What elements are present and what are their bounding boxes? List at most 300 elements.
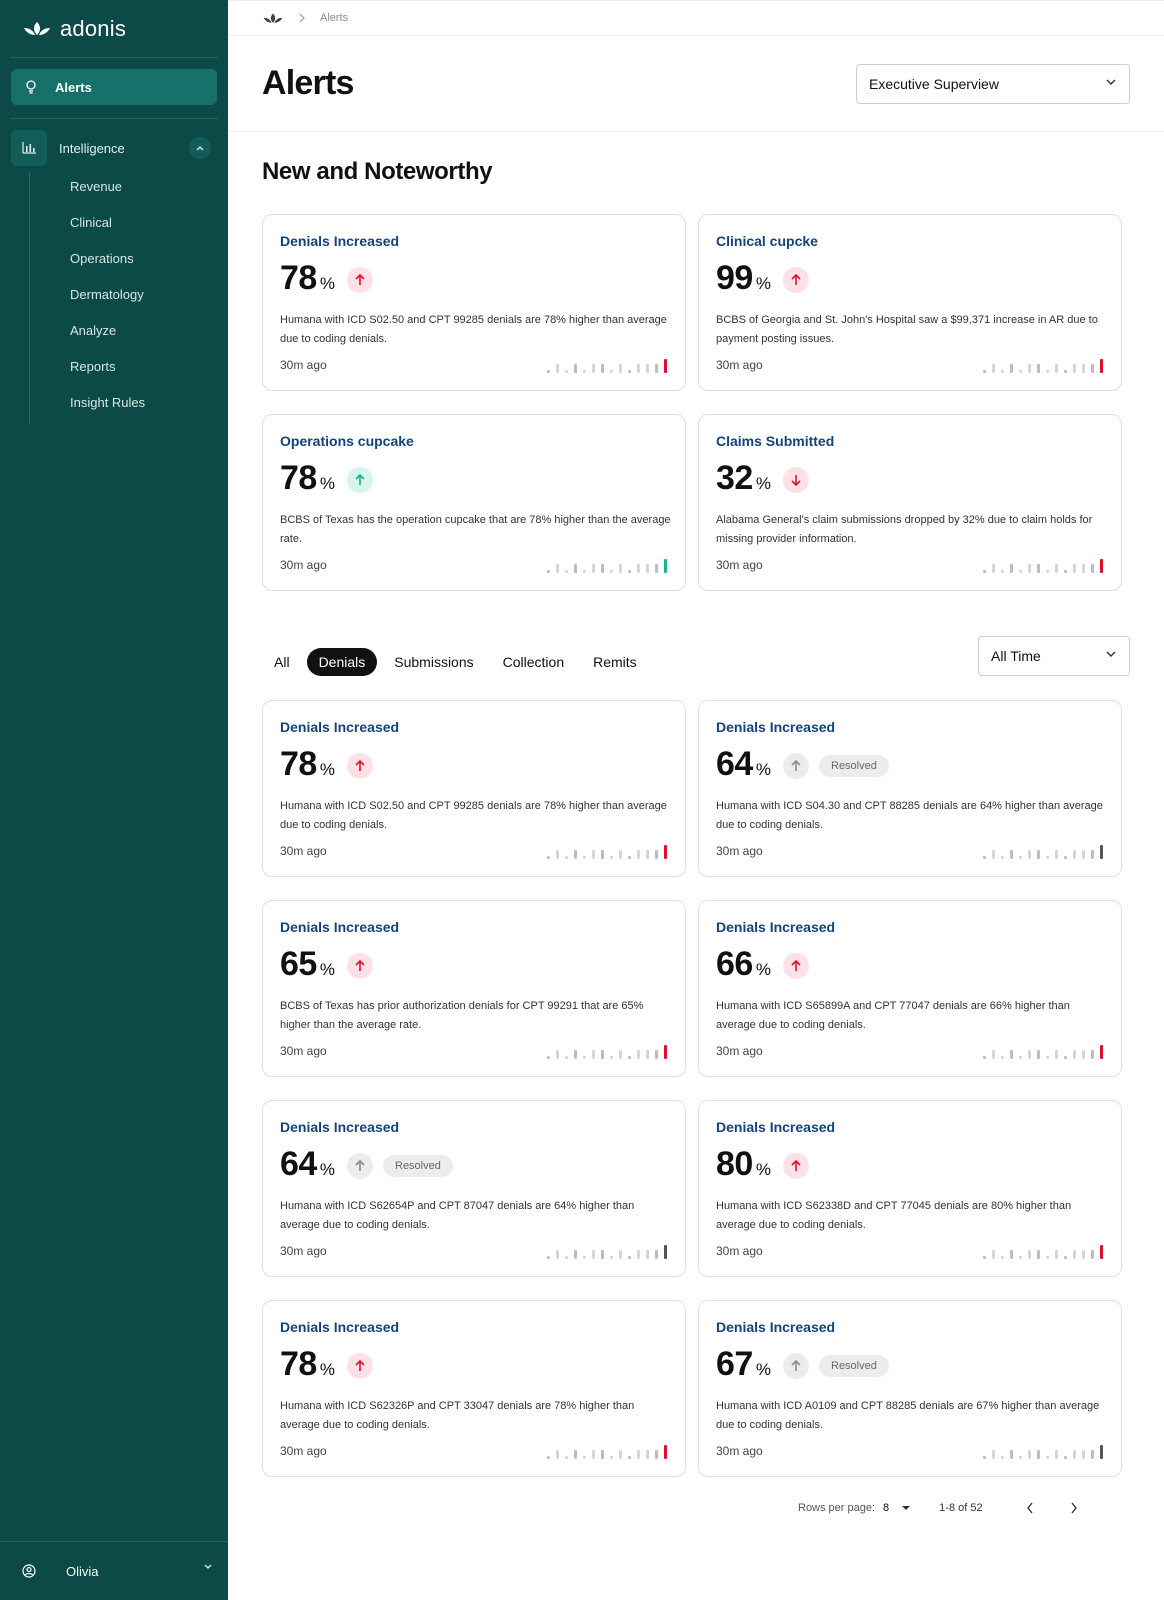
spark-bar bbox=[655, 1050, 658, 1059]
spark-bar bbox=[1028, 850, 1031, 859]
spark-bar bbox=[628, 1056, 631, 1059]
spark-bar bbox=[565, 370, 568, 373]
alert-card-timestamp: 30m ago bbox=[280, 1044, 327, 1058]
spark-bar bbox=[1001, 1256, 1004, 1259]
spark-bar bbox=[664, 1245, 667, 1259]
arrow-up-icon bbox=[347, 267, 373, 293]
spark-bar bbox=[610, 1056, 613, 1059]
sidebar-divider bbox=[0, 1541, 228, 1542]
spark-bar bbox=[1001, 570, 1004, 573]
spark-bar bbox=[1019, 1056, 1022, 1059]
spark-bar bbox=[592, 564, 595, 573]
filter-tabs bbox=[262, 648, 654, 676]
spark-bar bbox=[583, 856, 586, 859]
spark-bar bbox=[1100, 1445, 1103, 1459]
alert-card-description: Humana with ICD A0109 and CPT 88285 denials are 67% higher than average due to coding denials. bbox=[716, 1400, 1100, 1431]
spark-bar bbox=[1082, 1050, 1085, 1059]
spark-bar bbox=[601, 850, 604, 859]
spark-bar bbox=[547, 370, 550, 373]
spark-bar bbox=[1091, 850, 1094, 859]
header-divider bbox=[228, 131, 1164, 132]
arrow-up-icon bbox=[347, 1153, 373, 1179]
spark-bar bbox=[556, 364, 559, 373]
alert-card-title[interactable]: Denials Increased bbox=[716, 919, 836, 935]
spark-bar bbox=[1037, 364, 1040, 373]
spark-bar bbox=[1091, 1450, 1094, 1459]
alert-card-title[interactable]: Claims Submitted bbox=[716, 433, 835, 449]
spark-bar bbox=[1082, 850, 1085, 859]
spark-bar bbox=[1100, 845, 1103, 859]
sparkline-chart bbox=[547, 359, 669, 373]
alert-card-title[interactable]: Denials Increased bbox=[716, 1319, 836, 1335]
spark-bar bbox=[1037, 1050, 1040, 1059]
spark-bar bbox=[628, 570, 631, 573]
spark-bar bbox=[646, 1250, 649, 1259]
spark-bar bbox=[1001, 856, 1004, 859]
status-badge: Resolved bbox=[819, 1355, 889, 1377]
spark-bar bbox=[601, 1050, 604, 1059]
alert-card-title[interactable]: Denials Increased bbox=[280, 1119, 400, 1135]
arrow-up-icon bbox=[783, 953, 809, 979]
sparkline-chart bbox=[983, 845, 1105, 859]
sparkline-chart bbox=[983, 1245, 1105, 1259]
spark-bar bbox=[1100, 1045, 1103, 1059]
alert-card-timestamp: 30m ago bbox=[280, 844, 327, 858]
alert-card-metric bbox=[280, 259, 335, 298]
arrow-up-icon bbox=[783, 267, 809, 293]
alert-card-metric bbox=[716, 1145, 771, 1184]
spark-bar bbox=[592, 1250, 595, 1259]
chevron-down-icon bbox=[204, 1564, 212, 1570]
spark-bar bbox=[583, 1456, 586, 1459]
spark-bar bbox=[556, 1250, 559, 1259]
alert-card-title[interactable]: Denials Increased bbox=[280, 919, 400, 935]
spark-bar bbox=[1082, 1450, 1085, 1459]
chevron-right-icon bbox=[1070, 1502, 1078, 1514]
spark-bar bbox=[655, 364, 658, 373]
spark-bar bbox=[646, 364, 649, 373]
spark-bar bbox=[547, 1456, 550, 1459]
arrow-up-icon bbox=[347, 753, 373, 779]
brand-name: adonis bbox=[60, 16, 127, 41]
spark-bar bbox=[1046, 370, 1049, 373]
arrow-up-icon bbox=[347, 467, 373, 493]
spark-bar bbox=[1100, 559, 1103, 573]
arrow-up-icon bbox=[347, 1353, 373, 1379]
spark-bar bbox=[637, 564, 640, 573]
spark-bar bbox=[1100, 1245, 1103, 1259]
user-menu[interactable] bbox=[22, 1560, 212, 1582]
spark-bar bbox=[1028, 1450, 1031, 1459]
spark-bar bbox=[619, 850, 622, 859]
alert-card-metric bbox=[280, 459, 335, 498]
spark-bar bbox=[1028, 1250, 1031, 1259]
alert-card-timestamp: 30m ago bbox=[280, 558, 327, 572]
spark-bar bbox=[655, 1250, 658, 1259]
spark-bar bbox=[1055, 1250, 1058, 1259]
spark-bar bbox=[592, 1050, 595, 1059]
alert-card-unit: % bbox=[319, 760, 335, 779]
spark-bar bbox=[1010, 850, 1013, 859]
alert-card-unit: % bbox=[755, 760, 771, 779]
spark-bar bbox=[646, 564, 649, 573]
alert-card-timestamp: 30m ago bbox=[716, 1244, 763, 1258]
spark-bar bbox=[556, 850, 559, 859]
alert-card-title[interactable]: Denials Increased bbox=[716, 1119, 836, 1135]
spark-bar bbox=[983, 570, 986, 573]
spark-bar bbox=[574, 564, 577, 573]
spark-bar bbox=[628, 1456, 631, 1459]
sidebar-item-clinical[interactable]: Clinical bbox=[70, 215, 112, 230]
chevron-down-icon bbox=[1105, 650, 1117, 658]
main-content bbox=[228, 0, 1164, 1600]
chevron-right-icon bbox=[298, 13, 306, 23]
sidebar-item-operations[interactable]: Operations bbox=[70, 251, 134, 266]
sidebar-item-analyze[interactable]: Analyze bbox=[70, 323, 117, 338]
alert-card-value: 78 bbox=[280, 1345, 317, 1383]
spark-bar bbox=[637, 364, 640, 373]
alert-card-unit: % bbox=[319, 1360, 335, 1379]
spark-bar bbox=[619, 564, 622, 573]
alert-card[interactable] bbox=[262, 700, 686, 877]
alert-card[interactable] bbox=[262, 214, 686, 391]
alert-card-title[interactable]: Denials Increased bbox=[716, 719, 836, 735]
spark-bar bbox=[1046, 1256, 1049, 1259]
alert-card-unit: % bbox=[319, 1160, 335, 1179]
spark-bar bbox=[565, 1256, 568, 1259]
spark-bar bbox=[1064, 856, 1067, 859]
alert-card[interactable] bbox=[262, 1300, 686, 1477]
spark-bar bbox=[592, 364, 595, 373]
alert-card-metric bbox=[716, 459, 771, 498]
spark-bar bbox=[992, 1450, 995, 1459]
spark-bar bbox=[1073, 364, 1076, 373]
spark-bar bbox=[1100, 359, 1103, 373]
alert-card-metric bbox=[716, 945, 771, 984]
alert-card-unit: % bbox=[319, 474, 335, 493]
alert-card-title[interactable]: Denials Increased bbox=[280, 1319, 400, 1335]
leaf-logo-icon bbox=[22, 20, 52, 38]
home-logo-icon[interactable] bbox=[262, 12, 284, 25]
alert-card-description: Humana with ICD S02.50 and CPT 99285 denials are 78% higher than average due to coding denials. bbox=[280, 314, 667, 345]
spark-bar bbox=[610, 856, 613, 859]
pagination bbox=[798, 1497, 1085, 1519]
alert-card[interactable] bbox=[698, 1100, 1122, 1277]
spark-bar bbox=[1055, 1050, 1058, 1059]
alert-card-metric bbox=[280, 1345, 335, 1384]
spark-bar bbox=[556, 564, 559, 573]
spark-bar bbox=[610, 570, 613, 573]
spark-bar bbox=[646, 850, 649, 859]
alert-card-value: 78 bbox=[280, 259, 317, 297]
alert-card[interactable] bbox=[698, 1300, 1122, 1477]
sidebar-item-dermatology[interactable]: Dermatology bbox=[70, 287, 144, 302]
alert-card-timestamp: 30m ago bbox=[280, 1244, 327, 1258]
spark-bar bbox=[1064, 1056, 1067, 1059]
spark-bar bbox=[1028, 564, 1031, 573]
alert-card-unit: % bbox=[319, 274, 335, 293]
alert-card-value: 67 bbox=[716, 1345, 753, 1383]
alert-card-description: Humana with ICD S65899A and CPT 77047 denials are 66% higher than average due to coding denials. bbox=[716, 1000, 1070, 1031]
chevron-down-icon bbox=[1105, 78, 1117, 86]
spark-bar bbox=[983, 1256, 986, 1259]
alert-card-value: 99 bbox=[716, 259, 753, 297]
alert-card-unit: % bbox=[755, 1160, 771, 1179]
alert-card[interactable] bbox=[698, 414, 1122, 591]
spark-bar bbox=[655, 564, 658, 573]
spark-bar bbox=[592, 850, 595, 859]
spark-bar bbox=[601, 364, 604, 373]
spark-bar bbox=[547, 570, 550, 573]
chevron-left-icon bbox=[1026, 1502, 1034, 1514]
spark-bar bbox=[1028, 364, 1031, 373]
spark-bar bbox=[628, 370, 631, 373]
sidebar-item-reports[interactable]: Reports bbox=[70, 359, 116, 374]
alert-card-timestamp: 30m ago bbox=[280, 1444, 327, 1458]
spark-bar bbox=[565, 1456, 568, 1459]
alert-card-timestamp: 30m ago bbox=[716, 844, 763, 858]
spark-bar bbox=[992, 1050, 995, 1059]
alert-card-description: Humana with ICD S62326P and CPT 33047 denials are 78% higher than average due to coding denials. bbox=[280, 1400, 635, 1431]
chevron-up-icon[interactable] bbox=[189, 137, 211, 159]
section-title-noteworthy: New and Noteworthy bbox=[262, 158, 493, 185]
spark-bar bbox=[983, 370, 986, 373]
spark-bar bbox=[565, 856, 568, 859]
spark-bar bbox=[637, 1450, 640, 1459]
next-page-button[interactable] bbox=[1063, 1497, 1085, 1519]
alert-card-description: BCBS of Texas has prior authorization denials for CPT 99291 that are 65% higher than the average rate. bbox=[280, 1000, 644, 1031]
spark-bar bbox=[610, 370, 613, 373]
user-name: Olivia bbox=[66, 1563, 99, 1579]
spark-bar bbox=[992, 850, 995, 859]
alert-card-value: 32 bbox=[716, 459, 753, 497]
sparkline-chart bbox=[547, 1445, 669, 1459]
spark-bar bbox=[1073, 1050, 1076, 1059]
spark-bar bbox=[619, 1250, 622, 1259]
alert-card[interactable] bbox=[262, 414, 686, 591]
spark-bar bbox=[1064, 570, 1067, 573]
spark-bar bbox=[664, 1445, 667, 1459]
arrow-up-icon bbox=[783, 1353, 809, 1379]
spark-bar bbox=[547, 1056, 550, 1059]
spark-bar bbox=[601, 1250, 604, 1259]
alert-card-title[interactable]: Denials Increased bbox=[280, 233, 400, 249]
alert-card-unit: % bbox=[755, 274, 771, 293]
sidebar-item-revenue[interactable]: Revenue bbox=[70, 179, 123, 194]
sidebar-item-insight-rules[interactable]: Insight Rules bbox=[70, 395, 146, 410]
arrow-up-icon bbox=[783, 1153, 809, 1179]
spark-bar bbox=[1055, 1450, 1058, 1459]
alert-card-timestamp: 30m ago bbox=[716, 1044, 763, 1058]
spark-bar bbox=[983, 1056, 986, 1059]
spark-bar bbox=[601, 564, 604, 573]
spark-bar bbox=[992, 1250, 995, 1259]
spark-bar bbox=[992, 364, 995, 373]
spark-bar bbox=[983, 856, 986, 859]
sparkline-chart bbox=[547, 1245, 669, 1259]
spark-bar bbox=[610, 1456, 613, 1459]
arrow-down-icon bbox=[783, 467, 809, 493]
alert-card-title[interactable]: Operations cupcake bbox=[280, 433, 414, 449]
spark-bar bbox=[1037, 564, 1040, 573]
status-badge: Resolved bbox=[383, 1155, 453, 1177]
sparkline-chart bbox=[983, 359, 1105, 373]
spark-bar bbox=[1055, 850, 1058, 859]
previous-page-button[interactable] bbox=[1019, 1497, 1041, 1519]
bar-chart-icon bbox=[11, 130, 47, 166]
alert-card[interactable] bbox=[698, 214, 1122, 391]
subnav-guide-line bbox=[29, 172, 30, 424]
time-range-select[interactable] bbox=[978, 636, 1130, 676]
spark-bar bbox=[1046, 570, 1049, 573]
alert-card-unit: % bbox=[755, 1360, 771, 1379]
caret-down-icon[interactable] bbox=[901, 1505, 911, 1511]
spark-bar bbox=[556, 1450, 559, 1459]
spark-bar bbox=[1073, 850, 1076, 859]
sidebar-item-label: Alerts bbox=[55, 79, 92, 95]
user-avatar-icon bbox=[22, 1564, 36, 1578]
sidebar bbox=[0, 0, 228, 1600]
alert-card-description: Humana with ICD S62338D and CPT 77045 denials are 80% higher than average due to coding denials. bbox=[716, 1200, 1072, 1231]
brand-logo[interactable] bbox=[22, 16, 126, 42]
spark-bar bbox=[1091, 1050, 1094, 1059]
sidebar-divider bbox=[10, 118, 218, 119]
alert-card-value: 80 bbox=[716, 1145, 753, 1183]
spark-bar bbox=[574, 1450, 577, 1459]
spark-bar bbox=[547, 1256, 550, 1259]
spark-bar bbox=[983, 1456, 986, 1459]
spark-bar bbox=[1019, 1256, 1022, 1259]
spark-bar bbox=[1073, 1450, 1076, 1459]
alert-card-unit: % bbox=[755, 474, 771, 493]
spark-bar bbox=[637, 1250, 640, 1259]
alert-card-value: 66 bbox=[716, 945, 753, 983]
spark-bar bbox=[619, 1050, 622, 1059]
pagination-range: 1-8 of 52 bbox=[939, 1502, 983, 1514]
spark-bar bbox=[547, 856, 550, 859]
sparkline-chart bbox=[983, 1045, 1105, 1059]
arrow-up-icon bbox=[783, 753, 809, 779]
spark-bar bbox=[619, 1450, 622, 1459]
tab-submissions[interactable]: Submissions bbox=[394, 654, 474, 670]
alert-card-title[interactable]: Clinical cupcke bbox=[716, 233, 818, 249]
breadcrumb-current[interactable]: Alerts bbox=[320, 12, 349, 24]
spark-bar bbox=[664, 1045, 667, 1059]
spark-bar bbox=[592, 1450, 595, 1459]
spark-bar bbox=[1037, 850, 1040, 859]
spark-bar bbox=[637, 1050, 640, 1059]
spark-bar bbox=[565, 570, 568, 573]
rows-per-page-value[interactable]: 8 bbox=[883, 1502, 890, 1514]
alert-card-description: Humana with ICD S04.30 and CPT 88285 denials are 64% higher than average due to coding denials. bbox=[716, 800, 1103, 831]
spark-bar bbox=[565, 1056, 568, 1059]
spark-bar bbox=[992, 564, 995, 573]
status-badge: Resolved bbox=[819, 755, 889, 777]
spark-bar bbox=[1019, 570, 1022, 573]
spark-bar bbox=[1010, 1250, 1013, 1259]
spark-bar bbox=[556, 1050, 559, 1059]
breadcrumb bbox=[228, 0, 1164, 36]
view-select[interactable] bbox=[856, 64, 1130, 104]
spark-bar bbox=[664, 559, 667, 573]
spark-bar bbox=[1055, 364, 1058, 373]
alert-card[interactable] bbox=[262, 1100, 686, 1277]
spark-bar bbox=[1046, 856, 1049, 859]
spark-bar bbox=[1037, 1450, 1040, 1459]
spark-bar bbox=[1046, 1456, 1049, 1459]
spark-bar bbox=[574, 364, 577, 373]
sidebar-item-label: Intelligence bbox=[59, 140, 125, 156]
alert-card-timestamp: 30m ago bbox=[716, 358, 763, 372]
sidebar-item-intelligence[interactable] bbox=[11, 130, 217, 166]
tab-collection[interactable]: Collection bbox=[502, 654, 565, 670]
spark-bar bbox=[1019, 856, 1022, 859]
spark-bar bbox=[1010, 364, 1013, 373]
alert-card-value: 64 bbox=[716, 745, 753, 783]
alert-card-value: 64 bbox=[280, 1145, 317, 1183]
spark-bar bbox=[655, 1450, 658, 1459]
spark-bar bbox=[1064, 1256, 1067, 1259]
alert-card-value: 78 bbox=[280, 745, 317, 783]
spark-bar bbox=[574, 850, 577, 859]
sidebar-divider bbox=[10, 57, 218, 58]
spark-bar bbox=[574, 1250, 577, 1259]
lightbulb-icon bbox=[25, 80, 37, 94]
tab-all[interactable]: All bbox=[274, 654, 290, 670]
alert-card-value: 65 bbox=[280, 945, 317, 983]
spark-bar bbox=[583, 1256, 586, 1259]
alert-card-description: Humana with ICD S02.50 and CPT 99285 denials are 78% higher than average due to coding denials. bbox=[280, 800, 667, 831]
alert-card[interactable] bbox=[698, 700, 1122, 877]
spark-bar bbox=[664, 359, 667, 373]
alert-card-title[interactable]: Denials Increased bbox=[280, 719, 400, 735]
sparkline-chart bbox=[983, 559, 1105, 573]
sparkline-chart bbox=[983, 1445, 1105, 1459]
spark-bar bbox=[1082, 1250, 1085, 1259]
sparkline-chart bbox=[547, 559, 669, 573]
alert-card-metric bbox=[716, 1345, 771, 1384]
page-title: Alerts bbox=[262, 64, 354, 102]
alert-card-description: Alabama General's claim submissions dropped by 32% due to claim holds for missing provider information. bbox=[716, 514, 1093, 545]
alert-card-metric bbox=[280, 1145, 335, 1184]
spark-bar bbox=[619, 364, 622, 373]
spark-bar bbox=[646, 1050, 649, 1059]
spark-bar bbox=[1073, 564, 1076, 573]
tab-remits[interactable]: Remits bbox=[593, 654, 637, 670]
spark-bar bbox=[637, 850, 640, 859]
alert-card-description: Humana with ICD S62654P and CPT 87047 denials are 64% higher than average due to coding denials. bbox=[280, 1200, 635, 1231]
alert-card-timestamp: 30m ago bbox=[716, 558, 763, 572]
sparkline-chart bbox=[547, 1045, 669, 1059]
alert-card-metric bbox=[280, 745, 335, 784]
alert-card-metric bbox=[716, 745, 771, 784]
spark-bar bbox=[1091, 364, 1094, 373]
spark-bar bbox=[1091, 564, 1094, 573]
tab-denials[interactable]: Denials bbox=[307, 648, 378, 676]
alert-card-metric bbox=[716, 259, 771, 298]
alert-card-metric bbox=[280, 945, 335, 984]
spark-bar bbox=[1019, 370, 1022, 373]
alert-card[interactable] bbox=[698, 900, 1122, 1077]
sidebar-item-alerts[interactable] bbox=[11, 69, 217, 105]
alert-card-description: BCBS of Texas has the operation cupcake that are 78% higher than the average rate. bbox=[280, 514, 671, 545]
spark-bar bbox=[1019, 1456, 1022, 1459]
spark-bar bbox=[1073, 1250, 1076, 1259]
spark-bar bbox=[1037, 1250, 1040, 1259]
spark-bar bbox=[583, 370, 586, 373]
alert-card[interactable] bbox=[262, 900, 686, 1077]
spark-bar bbox=[1082, 364, 1085, 373]
